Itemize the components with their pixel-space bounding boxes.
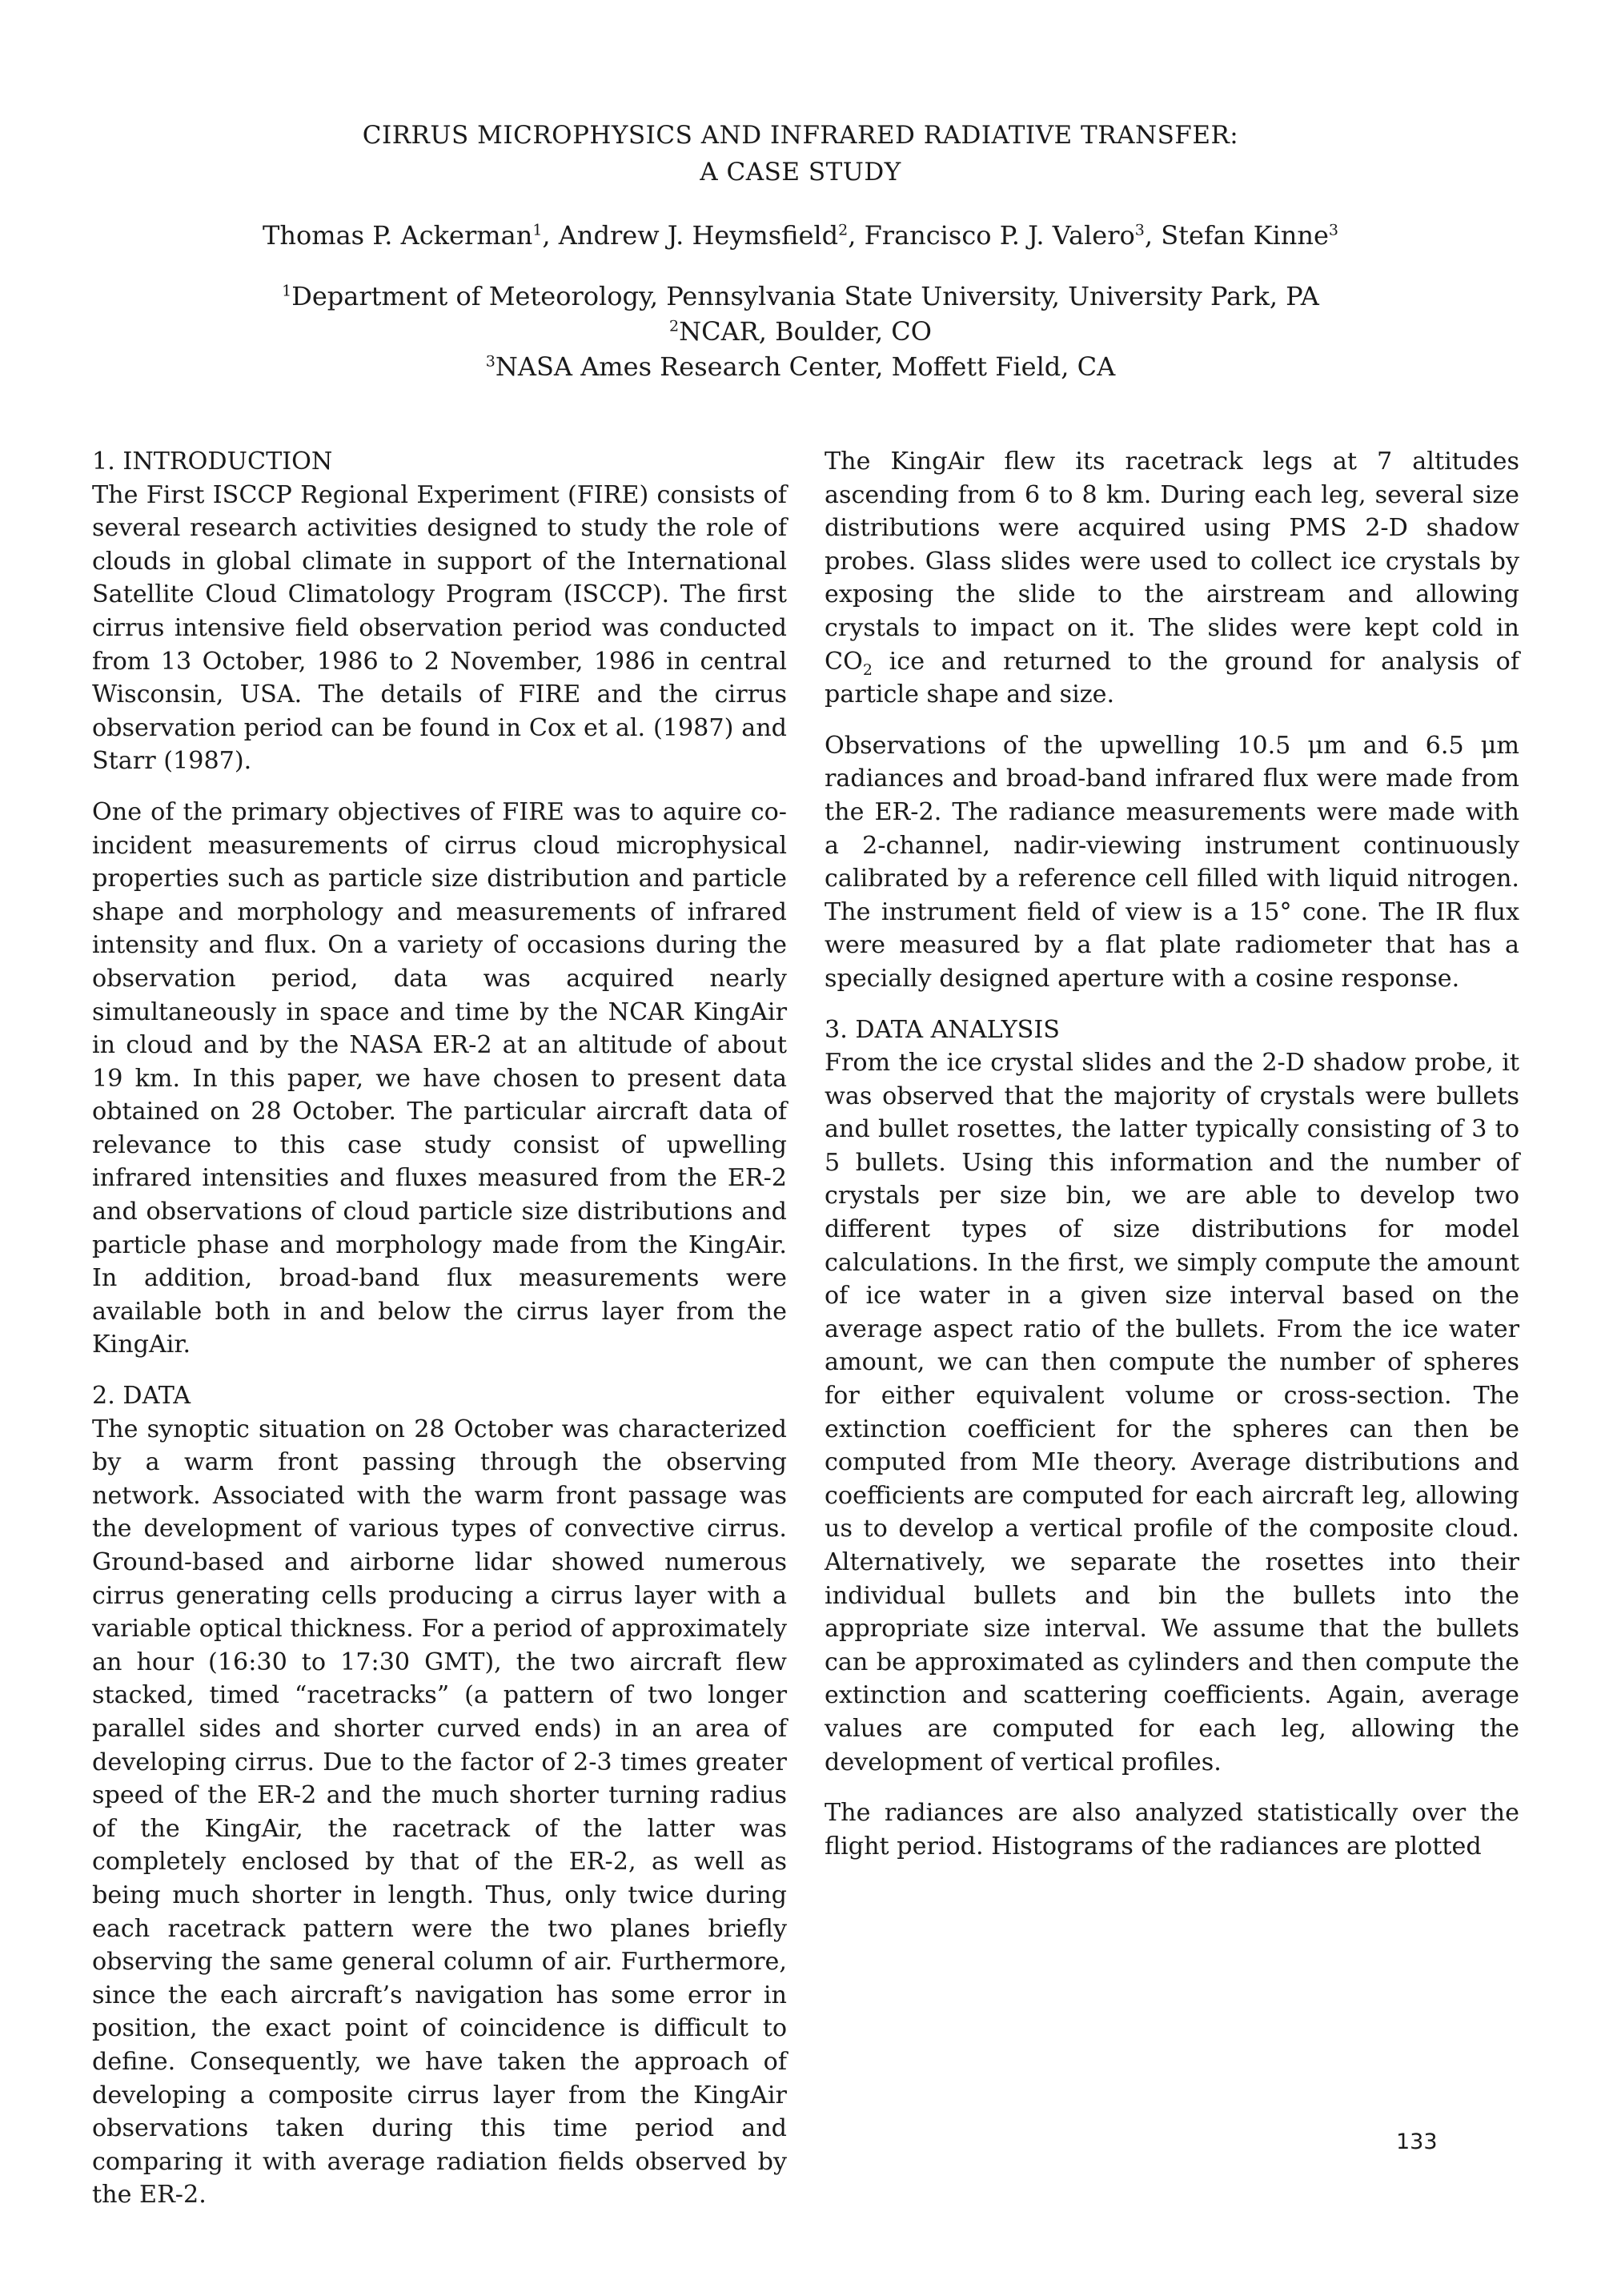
paragraph: The KingAir flew its racetrack legs at 7 altitudes ascending from 6 to 8 km. During each leg, several size distributions were acquired using PMS 2-D shadow probes. Glass slides were used to collect ice crystals by exposing the slide to the airstream and allowing crystals to impact on it. The slides were kept cold in $CO_2$ ice and returned to the ground for analysis of particle shape and size.	[825, 448, 1519, 709]
author-name: Andrew J. Heymsfield	[558, 220, 839, 251]
paragraph: The First ISCCP Regional Experiment (FIRE) consists of several research activities designed to study the role of clouds in global climate in support of the International Satellite Cloud Climatology Program (ISCCP). The first cirrus intensive field observation period was conducted from 13 October, 1986 to 2 November, 1986 in central Wisconsin, USA. The details of FIRE and the cirrus observation period can be found in Cox et al. (1987) and Starr (1987).	[92, 480, 787, 776]
paragraph: One of the primary objectives of FIRE was to aquire co-incident measurements of cirrus cloud microphysical properties such as particle size distribution and particle shape and morphology and measurements of infrared intensity and flux. On a variety of occasions during the observation period, data was acquired nearly simultaneously in space and time by the NCAR KingAir in cloud and by the NASA ER-2 at an altitude of about 19 km. In this paper, we have chosen to present data obtained on 28 October. The particular aircraft data of relevance to this case study consist of upwelling infrared intensities and fluxes measured from the ER-2 and observations of cloud particle size distributions and particle phase and morphology made from the KingAir. In addition, broad-band flux measurements were available both in and below the cirrus layer from the KingAir.	[92, 797, 787, 1359]
author-affiliation-mark: 3	[1328, 221, 1338, 239]
left-column	[92, 445, 787, 2230]
author-list: Thomas P. Ackerman$^1$, Andrew J. Heymsfield$^2$, Francisco P. J. Valero$^3$, Stefan Kinne$^3$	[263, 220, 1338, 251]
author-affiliation-mark: 1	[532, 221, 543, 239]
author-name: Thomas P. Ackerman	[263, 220, 533, 251]
affiliation-line: $^3$NASA Ames Research Center, Moffett Field, CA	[485, 351, 1116, 382]
author-affiliation-mark: 3	[1134, 221, 1145, 239]
paragraph: Observations of the upwelling 10.5 μm and 6.5 μm radiances and broad-band infrared flux were made from the ER-2. The radiance measurements were made with a 2-channel, nadir-viewing instrument continuously calibrated by a reference cell filled with liquid nitrogen. The instrument field of view is a 15° cone. The IR flux were measured by a flat plate radiometer that has a specially designed aperture with a cosine response.	[825, 731, 1519, 993]
paragraph: From the ice crystal slides and the 2-D shadow probe, it was observed that the majority of crystals were bullets and bullet rosettes, the latter typically consisting of 3 to 5 bullets. Using this information and the number of crystals per size bin, we are able to develop two different types of size distributions for model calculations. In the first, we simply compute the amount of ice water in a given size interval based on the average aspect ratio of the bullets. From the ice water amount, we can then compute the number of spheres for either equivalent volume or cross-section. The extinction coefficient for the spheres can then be computed from MIe theory. Average distributions and coefficients are computed for each aircraft leg, allowing us to develop a vertical profile of the composite cloud. Alternatively, we separate the rosettes into their individual bullets and bin the bullets into the appropriate size interval. We assume that the bullets can be approximated as cylinders and then compute the extinction and scattering coefficients. Again, average values are computed for each leg, allowing the development of vertical profiles.	[825, 1049, 1519, 1776]
section-heading-introduction: 1. INTRODUCTION	[92, 448, 333, 476]
affiliation-line: $^2$NCAR, Boulder, CO	[668, 316, 932, 347]
section-heading-data: 2. DATA	[92, 1382, 191, 1411]
paper-title	[0, 117, 1601, 191]
author-name: Stefan Kinne	[1161, 220, 1329, 251]
title-line-1: CIRRUS MICROPHYSICS AND INFRARED RADIATIVE TRANSFER:	[362, 121, 1239, 150]
page-number: 133	[1396, 2129, 1438, 2154]
title-line-2: A CASE STUDY	[700, 158, 901, 187]
section-heading-data-analysis: 3. DATA ANALYSIS	[825, 1015, 1060, 1044]
affiliation-list	[0, 279, 1601, 384]
affiliation-line: $^1$Department of Meteorology, Pennsylvania State University, University Park, PA	[282, 281, 1319, 311]
paragraph: The radiances are also analyzed statistically over the flight period. Histograms of the radiances are plotted	[825, 1799, 1519, 1860]
right-column	[825, 445, 1519, 1881]
paragraph: The synoptic situation on 28 October was characterized by a warm front passing through the observing network. Associated with the warm front passage was the development of various types of convective cirrus. Ground-based and airborne lidar showed numerous cirrus generating cells producing a cirrus layer with a variable optical thickness. For a period of approximately an hour (16:30 to 17:30 GMT), the two aircraft flew stacked, timed “racetracks” (a pattern of two longer parallel sides and shorter curved ends) in an area of developing cirrus. Due to the factor of 2-3 times greater speed of the ER-2 and the much shorter turning radius of the KingAir, the racetrack of the latter was completely enclosed by that of the ER-2, as well as being much shorter in length. Thus, only twice during each racetrack pattern were the two planes briefly observing the same general column of air. Furthermore, since the each aircraft’s navigation has some error in position, the exact point of coincidence is difficult to define. Consequently, we have taken the approach of developing a composite cirrus layer from the KingAir observations taken during this time period and comparing it with average radiation fields observed by the ER-2.	[92, 1415, 787, 2210]
author-affiliation-mark: 2	[838, 221, 849, 239]
author-name: Francisco P. J. Valero	[864, 220, 1135, 251]
